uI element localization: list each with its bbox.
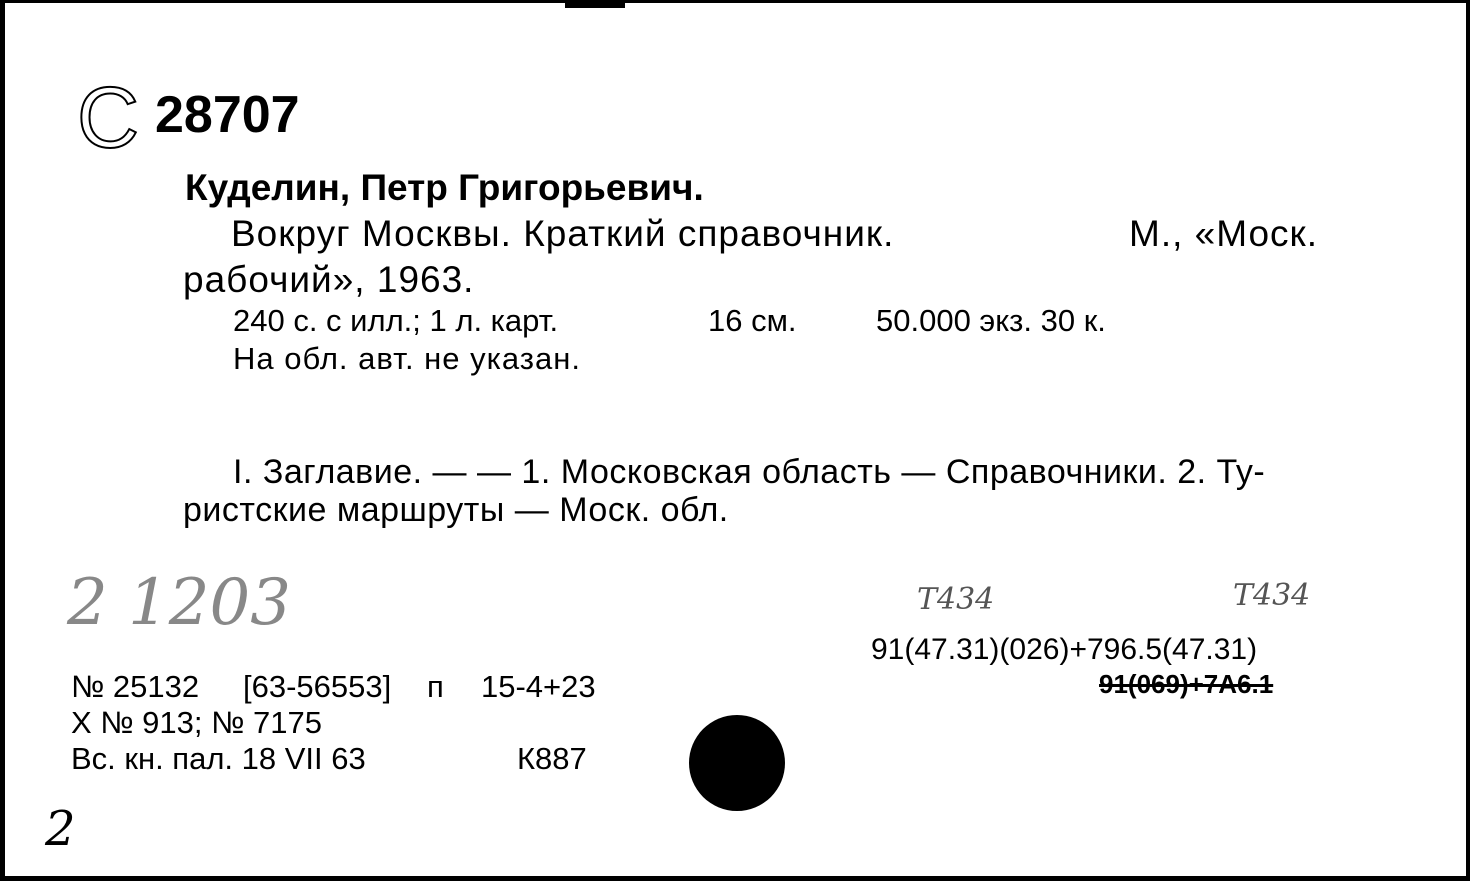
- title-line: Вокруг Москвы. Краткий справочник.: [231, 213, 895, 254]
- author-heading: Куделин, Петр Григорьевич.: [185, 167, 704, 208]
- note: На обл. авт. не указан.: [233, 341, 581, 376]
- record-date: Вс. кн. пал. 18 VII 63: [71, 741, 366, 776]
- record-k-code: К887: [517, 741, 587, 776]
- publisher-part: М., «Моск.: [1129, 213, 1319, 254]
- book-size: 16 см.: [708, 303, 797, 338]
- handwritten-code-left: Т434: [917, 582, 995, 617]
- call-number-letter: С: [77, 70, 140, 166]
- punched-hole: [689, 715, 785, 811]
- edition-price: 50.000 экз. 30 к.: [876, 303, 1106, 338]
- classification: 91(47.31)(026)+796.5(47.31): [871, 633, 1258, 666]
- record-line-2: Х № 913; № 7175: [71, 705, 322, 740]
- catalog-card: [3, 3, 1468, 876]
- subjects-line-2: ристские маршруты — Моск. обл.: [183, 491, 729, 529]
- record-code: 15-4+23: [481, 669, 596, 704]
- pages-description: 240 с. с илл.; 1 л. карт.: [233, 303, 559, 338]
- subjects-line-1: I. Заглавие. — — 1. Московская область — Справочники. 2. Ту-: [233, 453, 1266, 491]
- record-number: № 25132: [71, 669, 200, 704]
- card-notch: [565, 0, 625, 8]
- handwritten-mark: 2: [45, 801, 76, 857]
- handwritten-number: 2 1203: [67, 566, 291, 640]
- record-bracket: [63-56553]: [243, 669, 392, 704]
- call-number: 28707: [155, 86, 300, 144]
- classification-struck: 91(069)+7А6.1: [1099, 669, 1274, 699]
- publisher-line: рабочий», 1963.: [183, 259, 475, 300]
- record-p: п: [427, 669, 444, 704]
- handwritten-code-right: Т434: [1233, 578, 1311, 613]
